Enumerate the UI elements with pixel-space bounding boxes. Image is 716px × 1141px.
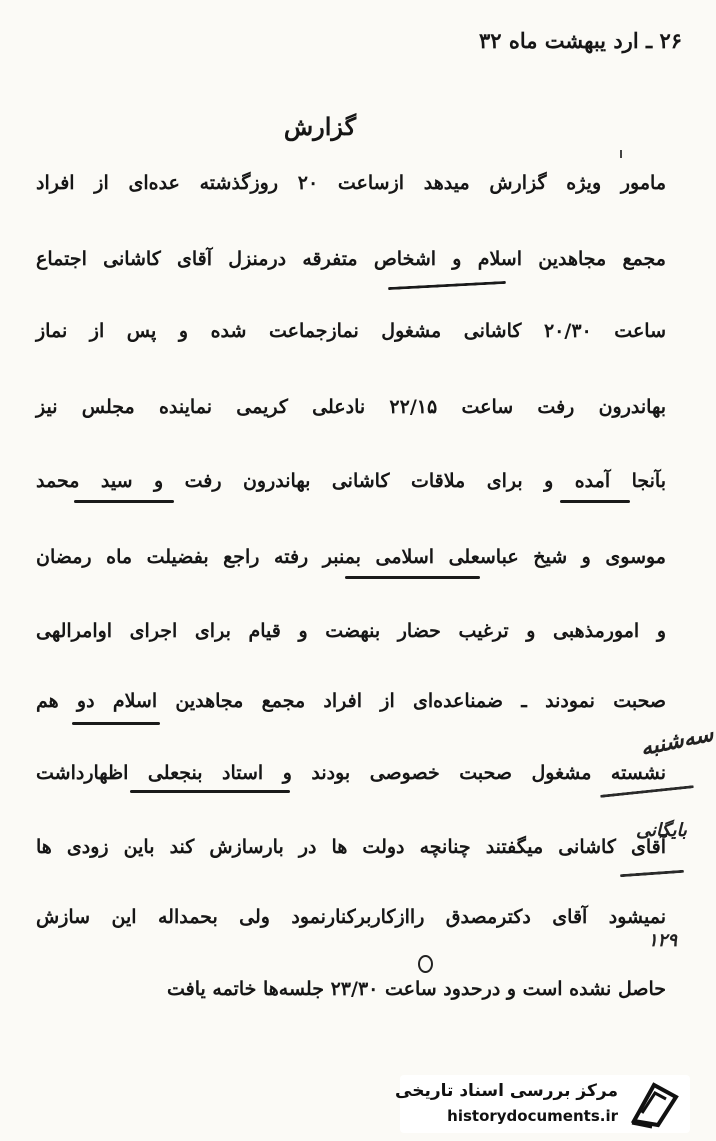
handwritten-underline bbox=[130, 790, 290, 793]
body-line-9: نشسته مشغول صحبت خصوصى بودند و استاد بنجعلى اظهارداشت bbox=[36, 762, 666, 784]
watermark-url: historydocuments.ir bbox=[447, 1107, 618, 1125]
body-line-3: ساعت ۲۰/۳۰ كاشانى مشغول نمازجماعت شده و پس از نماز bbox=[36, 320, 666, 342]
handwritten-underline bbox=[72, 722, 160, 725]
margin-note-signature: سه‌شنبه bbox=[638, 720, 716, 762]
margin-stroke bbox=[620, 870, 684, 877]
archive-logo-icon bbox=[628, 1079, 682, 1129]
handwritten-underline bbox=[560, 500, 630, 503]
ink-mark bbox=[620, 150, 622, 158]
body-line-7: و امورمذهبى و ترغيب حضار بنهضت و قيام براى اجراى اوامرالهى bbox=[36, 620, 666, 642]
body-line-10: آقاى كاشانى ميگفتند چنانچه دولت ها در بارسازش كند باين زودى ها bbox=[36, 836, 666, 858]
body-line-8: صحبت نمودند ـ ضمناعده‌اى از افراد مجمع مجاهدين اسلام دو هم bbox=[36, 690, 666, 712]
body-line-6: موسوى و شيخ عباسعلى اسلامى بمنبر رفته راجع بفضيلت ماه رمضان bbox=[36, 546, 666, 568]
document-title: گزارش bbox=[283, 112, 357, 141]
document-date: ۲۶ ـ ارد يبهشت ماه ۳۲ bbox=[478, 28, 682, 53]
ink-circle-mark bbox=[418, 955, 433, 973]
handwritten-underline bbox=[345, 576, 480, 579]
margin-note-annotation: بایگانی bbox=[636, 820, 687, 841]
handwritten-underline bbox=[74, 500, 174, 503]
watermark-name: مرکز بررسی اسناد تاریخی bbox=[395, 1081, 618, 1101]
body-line-2: مجمع مجاهدين اسلام و اشخاص متفرقه درمنزل آقاى كاشانى اجتماع bbox=[36, 248, 666, 270]
body-line-12: حاصل نشده است و درحدود ساعت ۲۳/۳۰ جلسه‌ها خاتمه يافت bbox=[166, 978, 666, 1000]
body-line-11: نميشود آقاى دكترمصدق راازكاربركنارنمود ولى بحمداله اين سازش bbox=[36, 906, 666, 928]
body-line-5: بآنجا آمده و براى ملاقات كاشانى بهاندرون رفت و سيد محمد bbox=[36, 470, 666, 492]
body-line-1: مامور ويژه گزارش ميدهد ازساعت ۲۰ روزگذشته عده‌اى از افراد bbox=[36, 172, 667, 194]
handwritten-underline bbox=[388, 281, 506, 290]
margin-note-number: ۱۲۹ bbox=[648, 930, 678, 951]
margin-stroke bbox=[600, 785, 694, 798]
body-line-4: بهاندرون رفت ساعت ۲۲/۱۵ نادعلى كريمى نماينده مجلس نيز bbox=[36, 396, 666, 418]
archive-watermark bbox=[395, 1075, 690, 1133]
